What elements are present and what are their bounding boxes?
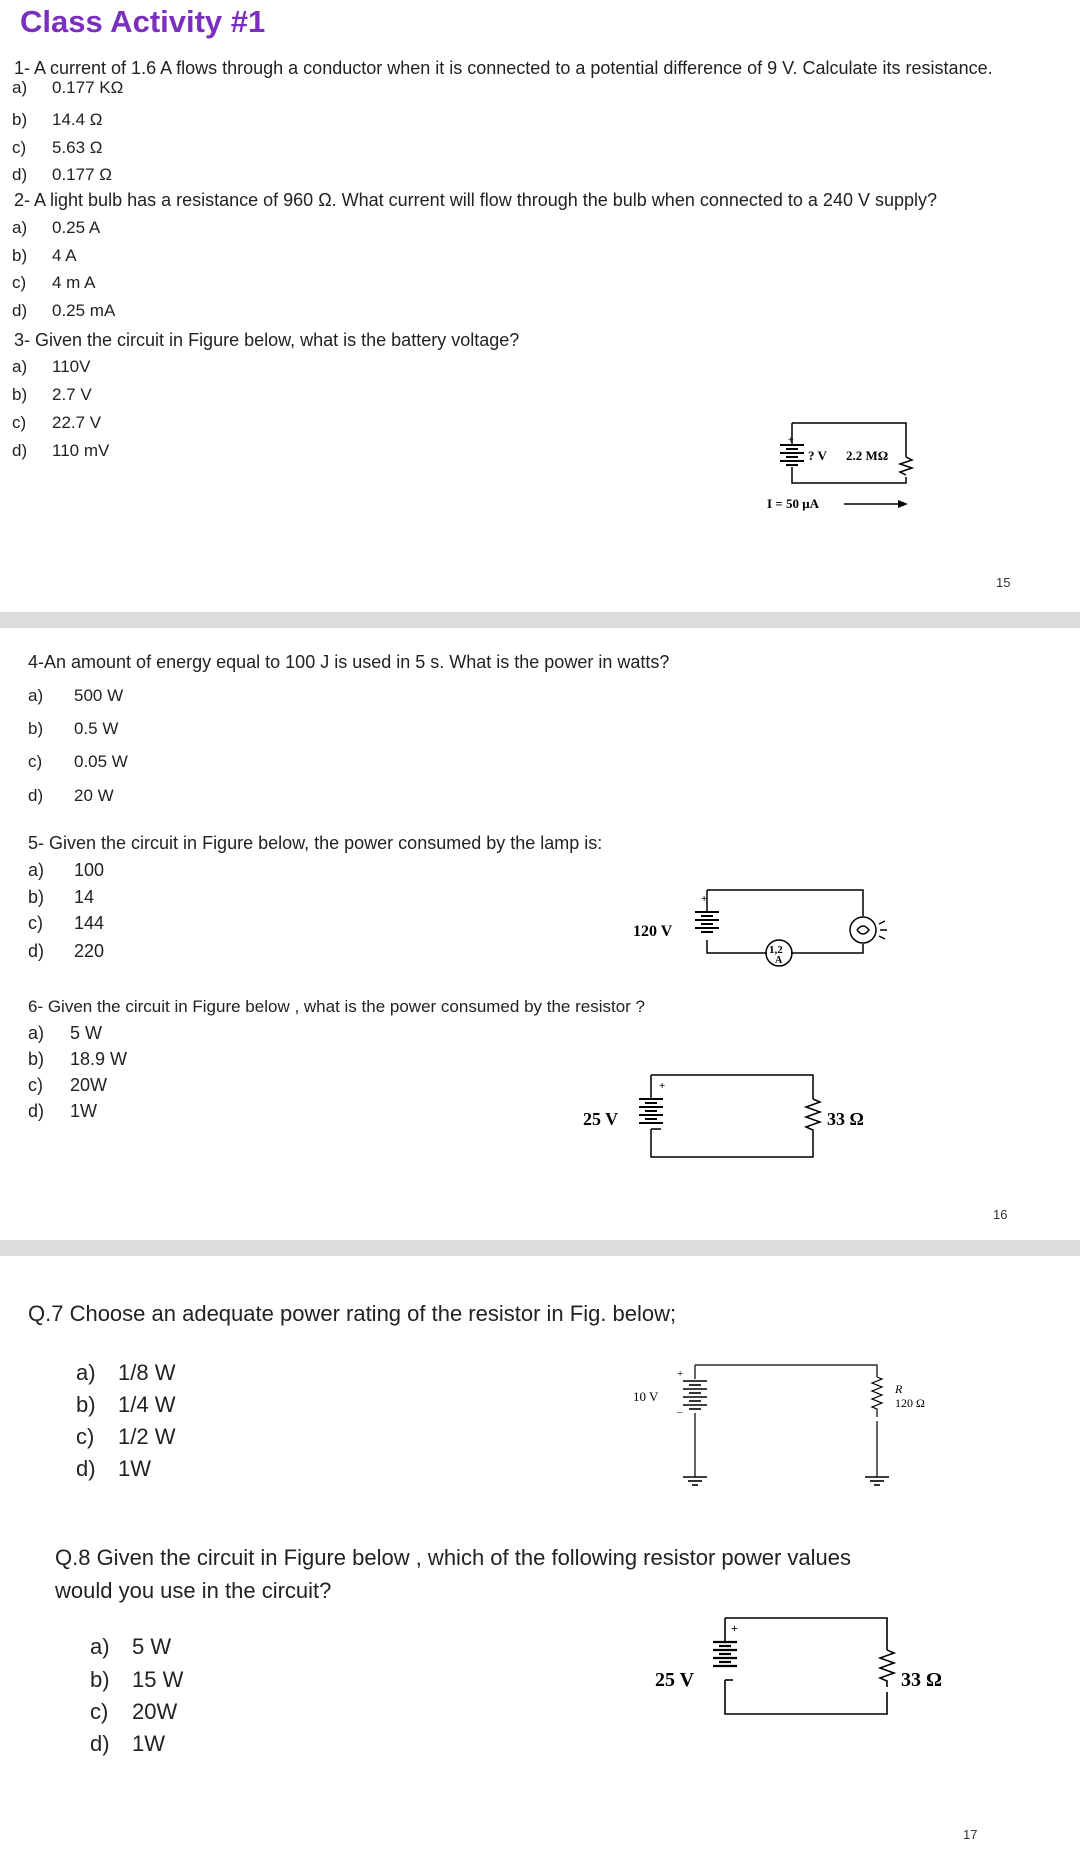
q3-option-a[interactable]	[12, 357, 90, 377]
q8-option-b[interactable]	[90, 1667, 183, 1693]
battery-icon	[683, 1381, 707, 1409]
q2-option-b[interactable]	[12, 246, 77, 266]
option-letter: b)	[28, 887, 45, 907]
q8-voltage-label: 25 V	[655, 1669, 695, 1691]
q7-circuit-figure	[625, 1355, 935, 1490]
option-letter: a)	[28, 860, 45, 880]
option-text: 0.25 A	[52, 218, 101, 237]
resistor-zigzag	[806, 1099, 820, 1137]
q7-resistor-value: 120 Ω	[895, 1396, 925, 1410]
option-text: 14	[74, 887, 95, 907]
option-letter: c)	[12, 273, 27, 292]
option-text: 4 m A	[52, 273, 96, 292]
q5-ammeter-unit: A	[775, 955, 783, 966]
battery-icon	[695, 912, 719, 932]
battery-icon	[713, 1642, 737, 1666]
q7-voltage-label: 10 V	[633, 1389, 659, 1404]
option-letter: d)	[28, 941, 45, 961]
q8-resistor-label: 33 Ω	[901, 1669, 943, 1691]
option-text: 15 W	[132, 1667, 184, 1692]
resistor-zigzag	[900, 457, 912, 475]
q1-option-b[interactable]	[12, 110, 103, 130]
q5-voltage-label: 120 V	[633, 923, 673, 940]
question-2: 2- A light bulb has a resistance of 960 Ω. What current will flow through the bulb when connected to a 240 V supply?	[14, 190, 938, 210]
q6-option-a[interactable]	[28, 1023, 102, 1044]
q3-option-c[interactable]	[12, 413, 101, 433]
q2-option-d[interactable]	[12, 301, 115, 321]
lamp-icon	[850, 917, 876, 943]
question-8-line-2: would you use in the circuit?	[55, 1578, 332, 1603]
option-text: 110V	[52, 357, 91, 376]
q2-option-a[interactable]	[12, 218, 100, 238]
q6-option-d[interactable]	[28, 1101, 97, 1122]
option-text: 20 W	[74, 786, 114, 805]
option-text: 0.05 W	[74, 752, 128, 771]
battery-icon	[780, 445, 804, 465]
q3-circuit-figure	[760, 415, 930, 515]
option-letter: d)	[76, 1456, 96, 1481]
page-number: 15	[996, 575, 1011, 590]
q5-option-c[interactable]	[28, 913, 104, 934]
q3-voltage-label: ? V	[808, 448, 827, 463]
q3-option-b[interactable]	[12, 385, 92, 405]
q7-option-c[interactable]	[76, 1424, 175, 1450]
circuit-wire	[695, 1365, 877, 1377]
option-letter: d)	[12, 301, 28, 320]
option-text: 20W	[70, 1075, 108, 1095]
option-letter: c)	[12, 138, 27, 157]
q3-option-d[interactable]	[12, 441, 109, 461]
option-letter: b)	[28, 719, 44, 738]
option-text: 14.4 Ω	[52, 110, 103, 129]
option-letter: b)	[90, 1667, 110, 1692]
option-letter: a)	[12, 78, 28, 97]
svg-text:+: +	[701, 893, 708, 905]
q7-option-b[interactable]	[76, 1392, 175, 1418]
q8-option-c[interactable]	[90, 1699, 177, 1725]
option-letter: c)	[28, 1075, 43, 1095]
option-text: 20W	[132, 1699, 178, 1724]
circuit-wire	[792, 467, 906, 483]
option-letter: a)	[28, 686, 44, 705]
q7-plus-sign: +	[677, 1368, 684, 1380]
circuit-wire	[725, 1680, 887, 1714]
option-letter: d)	[90, 1731, 110, 1756]
q6-option-c[interactable]	[28, 1075, 107, 1096]
q4-option-c[interactable]	[28, 752, 128, 772]
option-text: 1W	[118, 1456, 151, 1481]
option-letter: d)	[12, 441, 28, 460]
option-letter: b)	[28, 1049, 45, 1069]
option-letter: a)	[90, 1634, 110, 1659]
page-2	[0, 628, 1080, 1240]
q4-option-a[interactable]	[28, 686, 123, 706]
q6-voltage-label: 25 V	[583, 1109, 619, 1129]
q1-option-d[interactable]	[12, 165, 112, 185]
option-text: 2.7 V	[52, 385, 92, 404]
q8-option-d[interactable]	[90, 1731, 165, 1757]
ground-icon	[683, 1477, 707, 1485]
q3-resistor-label: 2.2 MΩ	[846, 448, 889, 463]
question-4: 4-An amount of energy equal to 100 J is used in 5 s. What is the power in watts?	[28, 652, 670, 672]
option-text: 0.25 mA	[52, 301, 116, 320]
circuit-wire	[707, 890, 863, 916]
option-text: 5 W	[70, 1023, 103, 1043]
option-text: 0.5 W	[74, 719, 119, 738]
option-text: 220	[74, 941, 105, 961]
option-text: 100	[74, 860, 105, 880]
question-1: 1- A current of 1.6 A flows through a conductor when it is connected to a potential difference of 9 V. Calculate its resistance.	[14, 58, 993, 78]
option-letter: b)	[12, 110, 28, 129]
option-text: 5.63 Ω	[52, 138, 103, 157]
q2-option-c[interactable]	[12, 273, 95, 293]
resistor-zigzag	[880, 1650, 894, 1687]
q5-option-d[interactable]	[28, 941, 104, 962]
question-7: Q.7 Choose an adequate power rating of the resistor in Fig. below;	[28, 1301, 677, 1326]
option-letter: a)	[28, 1023, 45, 1043]
q5-option-a[interactable]	[28, 860, 104, 881]
svg-text:+: +	[659, 1080, 666, 1092]
q1-option-c[interactable]	[12, 138, 103, 158]
svg-text:+: +	[731, 1621, 738, 1635]
q5-ammeter-value: 1,2	[769, 944, 783, 956]
page-divider	[0, 612, 1080, 628]
q7-minus-sign: –	[677, 1406, 683, 1418]
q7-option-a[interactable]	[76, 1360, 175, 1386]
page-title: Class Activity #1	[20, 4, 266, 39]
question-6: 6- Given the circuit in Figure below , what is the power consumed by the resistor ?	[28, 997, 646, 1016]
q6-option-b[interactable]	[28, 1049, 127, 1070]
option-letter: b)	[12, 246, 28, 265]
option-text: 1/8 W	[118, 1360, 176, 1385]
option-letter: a)	[76, 1360, 96, 1385]
option-letter: b)	[76, 1392, 96, 1417]
option-text: 1/2 W	[118, 1424, 176, 1449]
option-text: 1W	[132, 1731, 165, 1756]
q8-option-a[interactable]	[90, 1634, 171, 1660]
option-text: 4 A	[52, 246, 77, 265]
battery-icon	[639, 1099, 663, 1123]
option-text: 22.7 V	[52, 413, 102, 432]
page-number: 17	[963, 1827, 978, 1842]
option-letter: c)	[28, 913, 43, 933]
option-text: 0.177 Ω	[52, 165, 112, 184]
option-letter: d)	[28, 1101, 45, 1121]
q8-circuit-figure	[645, 1610, 955, 1730]
q6-resistor-label: 33 Ω	[827, 1109, 864, 1129]
option-letter: d)	[12, 165, 28, 184]
resistor-zigzag	[872, 1377, 882, 1417]
svg-text:+: +	[788, 435, 794, 446]
option-letter: a)	[12, 357, 28, 376]
option-text: 1/4 W	[118, 1392, 176, 1417]
option-letter: c)	[76, 1424, 95, 1449]
ground-icon	[865, 1477, 889, 1485]
circuit-wire	[707, 940, 767, 953]
q4-option-b[interactable]	[28, 719, 118, 739]
option-letter: c)	[28, 752, 43, 771]
q6-circuit-figure	[575, 1065, 905, 1175]
page-number: 16	[993, 1207, 1008, 1222]
question-3: 3- Given the circuit in Figure below, what is the battery voltage?	[14, 330, 520, 350]
circuit-wire	[651, 1129, 813, 1157]
option-letter: b)	[12, 385, 28, 404]
q5-circuit-figure	[625, 880, 915, 980]
q7-resistor-name: R	[895, 1382, 903, 1396]
option-letter: a)	[12, 218, 28, 237]
question-8-line-1: Q.8 Given the circuit in Figure below , which of the following resistor power values	[55, 1545, 852, 1570]
option-letter: c)	[12, 413, 27, 432]
q5-option-b[interactable]	[28, 887, 94, 908]
q4-option-d[interactable]	[28, 786, 114, 806]
q1-option-a[interactable]	[12, 78, 123, 98]
circuit-wire	[725, 1618, 887, 1650]
q3-current-label: I = 50 μA	[767, 496, 819, 511]
option-text: 0.177 KΩ	[52, 78, 124, 97]
option-text: 18.9 W	[70, 1049, 128, 1069]
option-text: 500 W	[74, 686, 124, 705]
option-text: 110 mV	[52, 441, 110, 460]
option-text: 1W	[70, 1101, 97, 1121]
question-5: 5- Given the circuit in Figure below, the power consumed by the lamp is:	[28, 833, 603, 853]
page-1	[0, 0, 1080, 612]
option-text: 144	[74, 913, 105, 933]
option-letter: c)	[90, 1699, 109, 1724]
q7-option-d[interactable]	[76, 1456, 151, 1482]
option-text: 5 W	[132, 1634, 172, 1659]
page-divider	[0, 1240, 1080, 1256]
option-letter: d)	[28, 786, 44, 805]
circuit-wire	[791, 944, 863, 953]
circuit-wire	[651, 1075, 813, 1099]
